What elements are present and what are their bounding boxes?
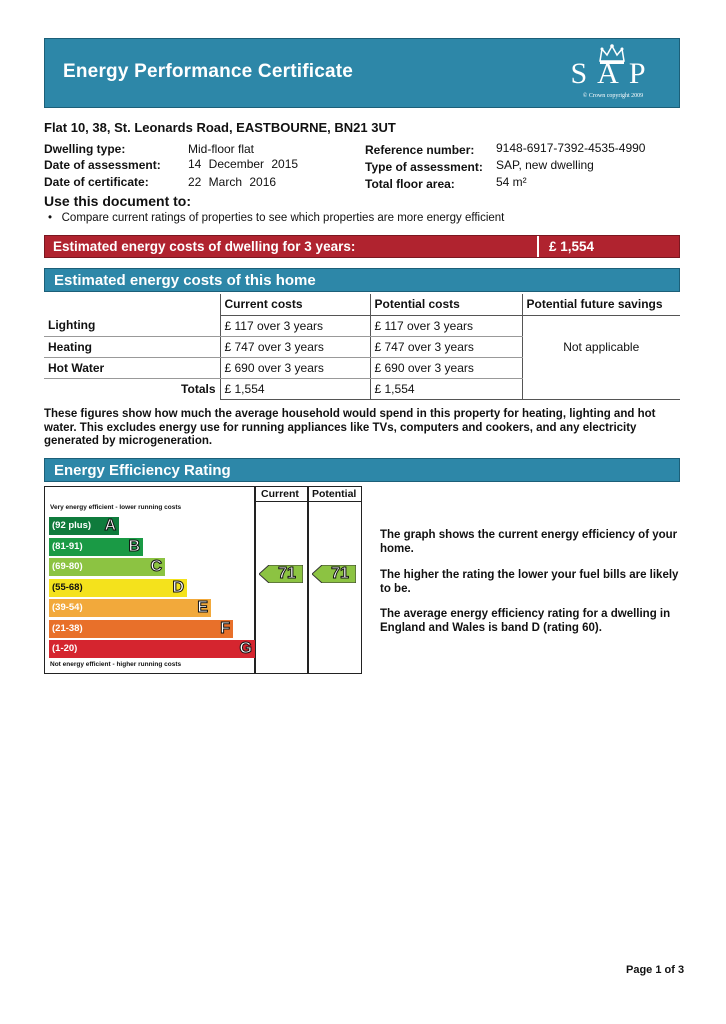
costs-header-row bbox=[44, 294, 680, 315]
certificate-banner bbox=[44, 38, 680, 108]
reference-number-label: Reference number: bbox=[365, 143, 475, 157]
band-range: (39-54) bbox=[52, 602, 83, 613]
sap-logo bbox=[563, 43, 663, 105]
header-potential: Potential costs bbox=[370, 294, 522, 315]
savings-value: Not applicable bbox=[563, 339, 640, 354]
assessment-type-label: Type of assessment: bbox=[365, 160, 483, 174]
band-letter: B bbox=[128, 537, 140, 555]
page-number: Page 1 of 3 bbox=[626, 964, 685, 976]
band-letter: D bbox=[172, 578, 184, 596]
efficiency-note-3: The average energy efficiency rating for a dwelling in England and Wales is band D (rating 60). bbox=[380, 608, 671, 634]
totals-current: £ 1,554 bbox=[220, 378, 370, 399]
assessment-date-value: 14 December 2015 bbox=[188, 157, 299, 171]
band-letter: A bbox=[104, 517, 116, 534]
totals-potential: £ 1,554 bbox=[370, 378, 522, 399]
efficiency-note-2: The higher the rating the lower your fuel bills are likely to be. bbox=[380, 569, 679, 595]
rating-band-c bbox=[49, 558, 165, 576]
band-letter: F bbox=[220, 619, 230, 637]
row-potential: £ 690 over 3 years bbox=[370, 357, 522, 378]
totals-label: Totals bbox=[181, 381, 216, 396]
costs-section-header bbox=[44, 268, 680, 292]
row-potential: £ 747 over 3 years bbox=[370, 336, 522, 357]
header-empty bbox=[44, 294, 220, 315]
certificate-date-label: Date of certificate: bbox=[44, 175, 149, 189]
rating-band-b bbox=[49, 538, 143, 556]
current-rating-value: 71 bbox=[278, 565, 296, 582]
estimated-costs-label: Estimated energy costs of dwelling for 3 years: bbox=[53, 239, 356, 254]
current-rating-arrow bbox=[259, 565, 303, 583]
header-savings: Potential future savings bbox=[522, 294, 680, 315]
row-name: Heating bbox=[44, 336, 220, 357]
property-address: Flat 10, 38, St. Leonards Road, EASTBOURNE, BN21 3UT bbox=[44, 120, 396, 135]
row-name: Lighting bbox=[44, 315, 220, 336]
bar-divider bbox=[537, 236, 539, 257]
band-range: (81-91) bbox=[52, 540, 83, 552]
costs-note: These figures show how much the average household would spend in this property for heating, lighting and hot water. This excludes energy use for running appliances like TVs, computers and cookers, and any electricity generated by microgeneration. bbox=[44, 408, 656, 447]
row-name: Hot Water bbox=[44, 357, 220, 378]
row-current: £ 117 over 3 years bbox=[220, 315, 370, 336]
use-document-bullet bbox=[48, 212, 504, 224]
bullet-icon: • bbox=[48, 212, 62, 224]
potential-column-header: Potential bbox=[312, 488, 357, 500]
band-letter: E bbox=[197, 599, 208, 616]
rating-band-e bbox=[49, 599, 211, 617]
efficiency-chart bbox=[44, 486, 362, 674]
table-row bbox=[44, 315, 680, 336]
header-current: Current costs bbox=[220, 294, 370, 315]
dwelling-type-value: Mid-floor flat bbox=[188, 142, 255, 156]
assessment-type-value: SAP, new dwelling bbox=[496, 158, 594, 172]
band-range: (69-80) bbox=[52, 561, 83, 572]
costs-section-title: Estimated energy costs of this home bbox=[54, 272, 316, 289]
potential-column-divider bbox=[307, 487, 309, 673]
row-current: £ 747 over 3 years bbox=[220, 336, 370, 357]
efficient-caption: Very energy efficient - lower running costs bbox=[50, 504, 182, 511]
sap-logo-text: SAP bbox=[570, 57, 656, 90]
floor-area-value: 54 m² bbox=[496, 175, 527, 189]
row-current: £ 690 over 3 years bbox=[220, 357, 370, 378]
rating-band-g bbox=[49, 640, 255, 658]
row-potential: £ 117 over 3 years bbox=[370, 315, 522, 336]
band-range: (21-38) bbox=[52, 622, 83, 634]
current-column-header: Current bbox=[261, 488, 299, 500]
efficiency-section-title: Energy Efficiency Rating bbox=[54, 462, 231, 479]
reference-number-value: 9148-6917-7392-4535-4990 bbox=[496, 141, 646, 155]
rating-band-a bbox=[49, 517, 119, 535]
certificate-title: Energy Performance Certificate bbox=[63, 61, 354, 82]
totals-savings-empty bbox=[522, 378, 680, 399]
assessment-date-label: Date of assessment: bbox=[44, 158, 161, 172]
costs-table bbox=[44, 294, 680, 400]
rating-band-d bbox=[49, 579, 187, 597]
band-range: (55-68) bbox=[52, 581, 83, 593]
band-letter: C bbox=[150, 558, 162, 575]
potential-rating-arrow bbox=[312, 565, 356, 583]
potential-rating-value: 71 bbox=[331, 565, 349, 582]
band-letter: G bbox=[239, 640, 252, 657]
efficiency-note-1: The graph shows the current energy efficiency of your home. bbox=[380, 529, 678, 555]
band-range: (1-20) bbox=[52, 643, 78, 654]
band-range: (92 plus) bbox=[52, 520, 92, 531]
crown-copyright: © Crown copyright 2009 bbox=[582, 93, 644, 99]
inefficient-caption: Not energy efficient - higher running costs bbox=[50, 661, 182, 668]
certificate-date-value: 22 March 2016 bbox=[188, 175, 277, 189]
estimated-costs-value: £ 1,554 bbox=[549, 239, 595, 254]
efficiency-section-header bbox=[44, 458, 680, 482]
dwelling-type-label: Dwelling type: bbox=[44, 142, 126, 156]
rating-band-f bbox=[49, 620, 233, 638]
use-document-title: Use this document to: bbox=[44, 193, 192, 209]
estimated-costs-bar bbox=[44, 235, 680, 258]
floor-area-label: Total floor area: bbox=[365, 177, 455, 191]
bullet-text: Compare current ratings of properties to see which properties are more energy efficient bbox=[61, 212, 505, 224]
totals-row bbox=[44, 378, 680, 399]
